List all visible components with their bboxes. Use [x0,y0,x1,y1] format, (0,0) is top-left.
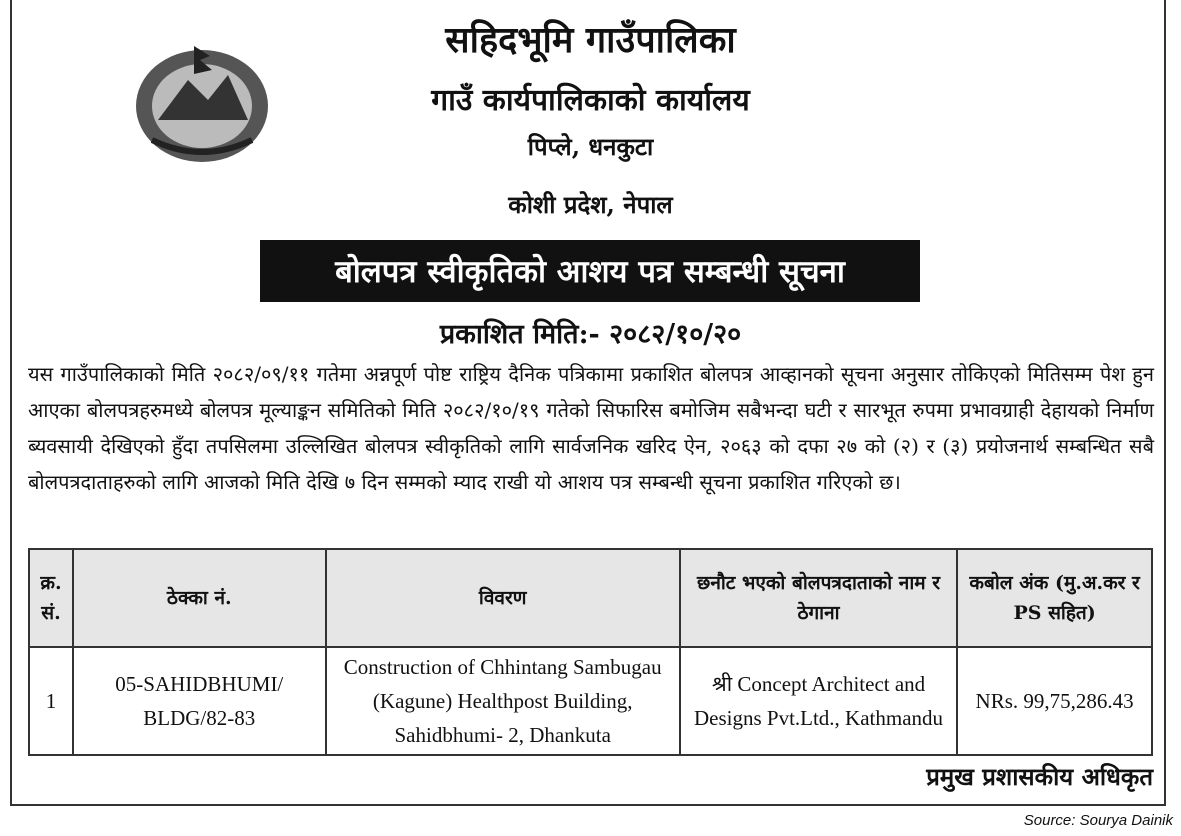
table-header-row [29,549,1152,647]
notice-body: यस गाउँपालिकाको मिति २०८२/०९/११ गतेमा अन्नपूर्ण पोष्ट राष्ट्रिय दैनिक पत्रिकामा प्रकाशित बोलपत्र आव्हानको सूचना अनुसार तोकिएको मितिसम्म पेश हुन आएका बोलपत्रहरुमध्ये बोलपत्र मूल्याङ्कन समितिको मिति २०८२/१०/१९ गतेको सिफारिस बमोजिम सबैभन्दा घटी र सारभूत रुपमा प्रभावग्राही देहायको निर्माण ब्यवसायी देखिएको हुँदा तपसिलमा उल्लिखित बोलपत्र स्वीकृतिको लागि सार्वजनिक खरिद ऐन, २०६३ को दफा २७ को (२) र (३) प्रयोजनार्थ सम्बन्धित सबै बोलपत्रदाताहरुको लागि आजको मिति देखि ७ दिन सम्मको म्याद राखी यो आशय पत्र सम्बन्धी सूचना प्रकाशित गरिएको छ। [28,362,1154,494]
table-row [29,647,1152,755]
published-date: प्रकाशित मिति:- २०८२/१०/२० [439,319,742,350]
contract-table [28,548,1153,756]
cell-bidder: श्री Concept Architect and Designs Pvt.Ltd., Kathmandu [680,647,957,755]
header-bidder: छनौट भएको बोलपत्रदाताको नाम र ठेगाना [680,549,957,647]
province: कोशी प्रदेश, नेपाल [508,190,673,219]
header-serial: क्र. सं. [29,549,73,647]
cell-serial: 1 [29,647,73,755]
municipality-name: सहिदभूमि गाउँपालिका [445,19,736,61]
cell-bid-amount: NRs. 99,75,286.43 [957,647,1152,755]
source-credit: Source: Sourya Dainik [1023,812,1173,829]
header-bid-amount: कबोल अंक (मु.अ.कर र PS सहित) [957,549,1152,647]
header-contract-no: ठेक्का नं. [73,549,326,647]
cell-description: Construction of Chhintang Sambugau (Kagune) Healthpost Building, Sahidbhumi- 2, Dhankuta [326,647,680,755]
office-name: गाउँ कार्यपालिकाको कार्यालय [431,83,750,118]
cell-contract-no: 05-SAHIDBHUMI/ BLDG/82-83 [73,647,326,755]
signatory: प्रमुख प्रशासकीय अधिकृत [926,762,1153,791]
office-location: पिप्ले, धनकुटा [527,132,654,161]
notice-title: बोलपत्र स्वीकृतिको आशय पत्र सम्बन्धी सूचना [260,240,920,302]
header-description: विवरण [326,549,680,647]
